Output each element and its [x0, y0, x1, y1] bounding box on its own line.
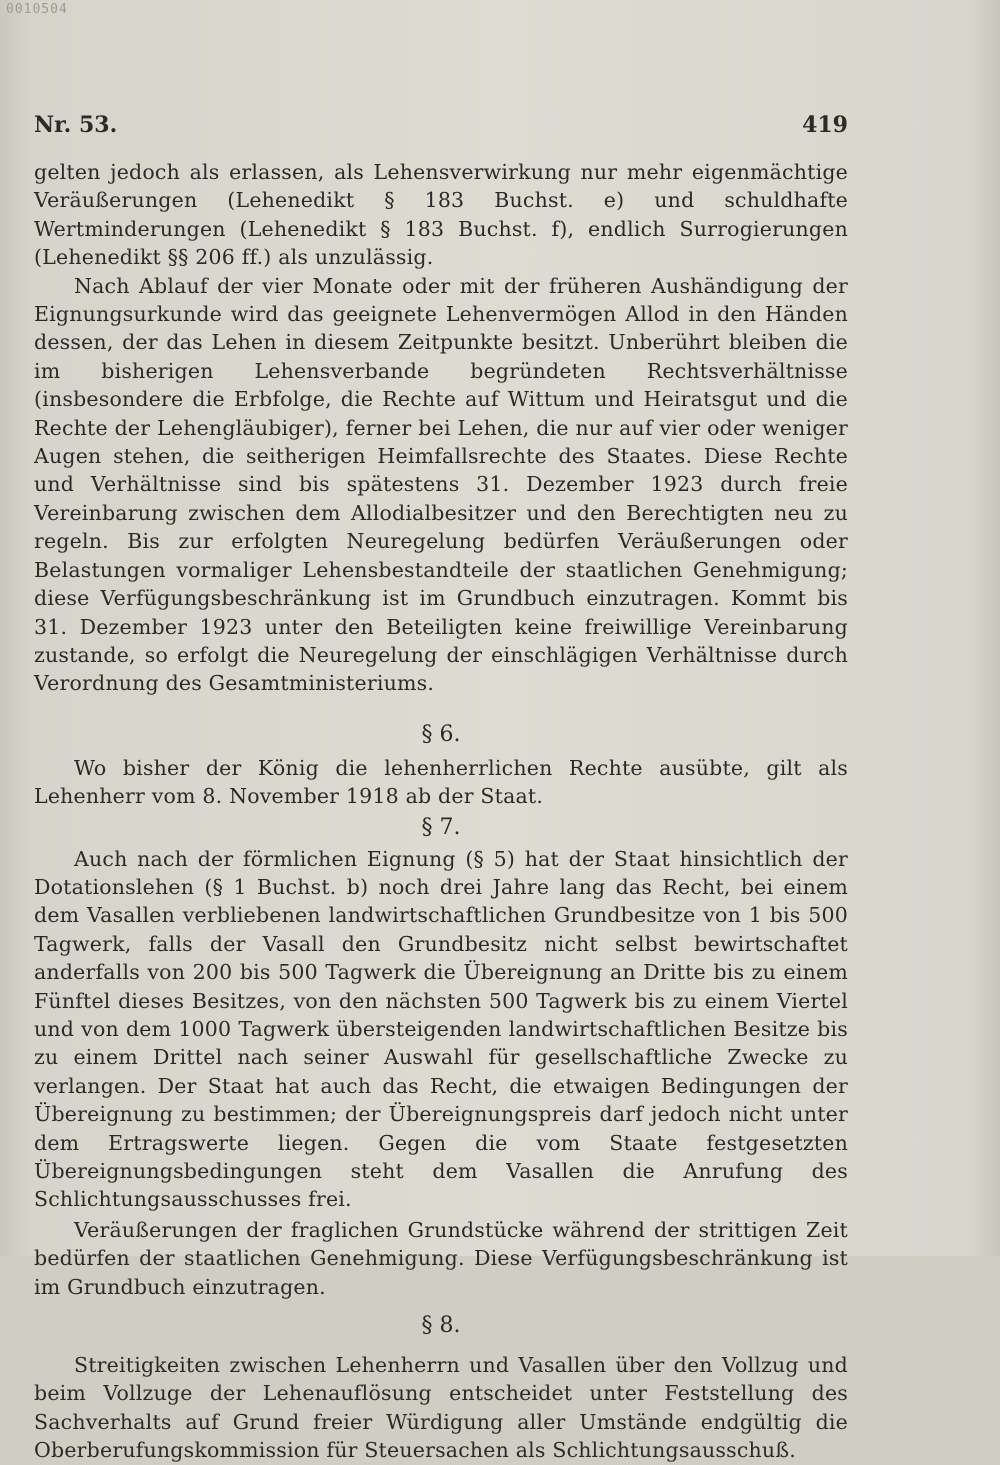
paragraph-allod: Nach Ablauf der vier Monate oder mit der früheren Aushändigung der Eignungsurkunde wird das geeignete Lehenvermögen Allod in den Händen dessen, der das Lehen in diesem Zeitpunkte besitzt. Unberührt bleiben die im bisherigen Lehensverbande begründeten Rechtsverhältnisse (insbesondere die Erbfolge, die Rechte auf Wittum und Heiratsgut und die Rechte der Lehengläubiger), ferner bei Lehen, die nur auf vier oder weniger Augen stehen, die seitherigen Heimfallsrechte des Staates. Diese Rechte und Verhältnisse sind bis spätestens 31. Dezember 1923 durch freie Vereinbarung zwischen dem Allodialbesitzer und den Berechtigten neu zu regeln. Bis zur erfolgten Neuregelung bedürfen Veräußerungen oder Belastungen vormaliger Lehensbestandteile der staatlichen Genehmigung; diese Verfügungsbeschränkung ist im Grundbuch einzutragen. Kommt bis 31. Dezember 1923 unter den Beteiligten keine freiwillige Vereinbarung zustande, so erfolgt die Neuregelung der einschlägigen Verhältnisse durch Verordnung des Gesamtministeriums.: [34, 273, 848, 696]
paragraph-continuation: gelten jedoch als erlassen, als Lehensverwirkung nur mehr eigenmächtige Veräußerungen (Lehenedikt § 183 Buchst. e) und schuldhafte Wertminderungen (Lehenedikt § 183 Buchst. f), endlich Surrogierungen (Lehenedikt §§ 206 ff.) als unzulässig.: [34, 160, 848, 270]
section-heading-7: § 7.: [421, 814, 461, 840]
page-number: 419: [802, 112, 848, 138]
paragraph-section-7-restriction: Veräußerungen der fraglichen Grundstücke während der strittigen Zeit bedürfen der staatlichen Genehmigung. Diese Verfügungsbeschränkung ist im Grundbuch einzutragen.: [34, 1217, 848, 1299]
paragraph-section-8: Streitigkeiten zwischen Lehenherrn und Vasallen über den Vollzug und beim Vollzuge der Lehenauflösung entscheidet unter Feststellung des Sachverhalts auf Grund freier Würdigung aller Umstände endgültig die Oberberufungskommission für Steuersachen als Schlichtungsausschuß.: [34, 1353, 848, 1463]
paragraph-section-6: Wo bisher der König die lehenherrlichen Rechte ausübte, gilt als Lehenherr vom 8. November 1918 ab der Staat.: [34, 755, 848, 809]
issue-number: Nr. 53.: [34, 112, 118, 138]
page-body: [34, 158, 848, 1465]
page-header: [34, 112, 848, 138]
section-heading-8: § 8.: [421, 1313, 461, 1339]
archive-stamp: 0010504: [6, 2, 68, 17]
section-heading-6: § 6.: [421, 721, 461, 747]
paragraph-section-7: Auch nach der förmlichen Eignung (§ 5) hat der Staat hinsichtlich der Dotationslehen (§ 1 Buchst. b) noch drei Jahre lang das Recht, bei einem dem Vasallen verbliebenen landwirtschaftlichen Grundbesitze von 1 bis 500 Tagwerk, falls der Vasall den Grundbesitz nicht selbst bewirtschaftet anderfalls von 200 bis 500 Tagwerk die Übereignung an Dritte bis zu einem Fünftel dieses Besitzes, von den nächsten 500 Tagwerk bis zu einem Viertel und von dem 1000 Tagwerk übersteigenden landwirtschaftlichen Besitze bis zu einem Drittel nach seiner Auswahl für gesellschaftliche Zwecke zu verlangen. Der Staat hat auch das Recht, die etwaigen Bedingungen der Übereignung zu bestimmen; der Übereignungspreis darf jedoch nicht unter dem Ertragswerte liegen. Gegen die vom Staate festgesetzten Übereignungsbedingungen steht dem Vasallen die Anrufung des Schlichtungsausschusses frei.: [34, 846, 848, 1212]
